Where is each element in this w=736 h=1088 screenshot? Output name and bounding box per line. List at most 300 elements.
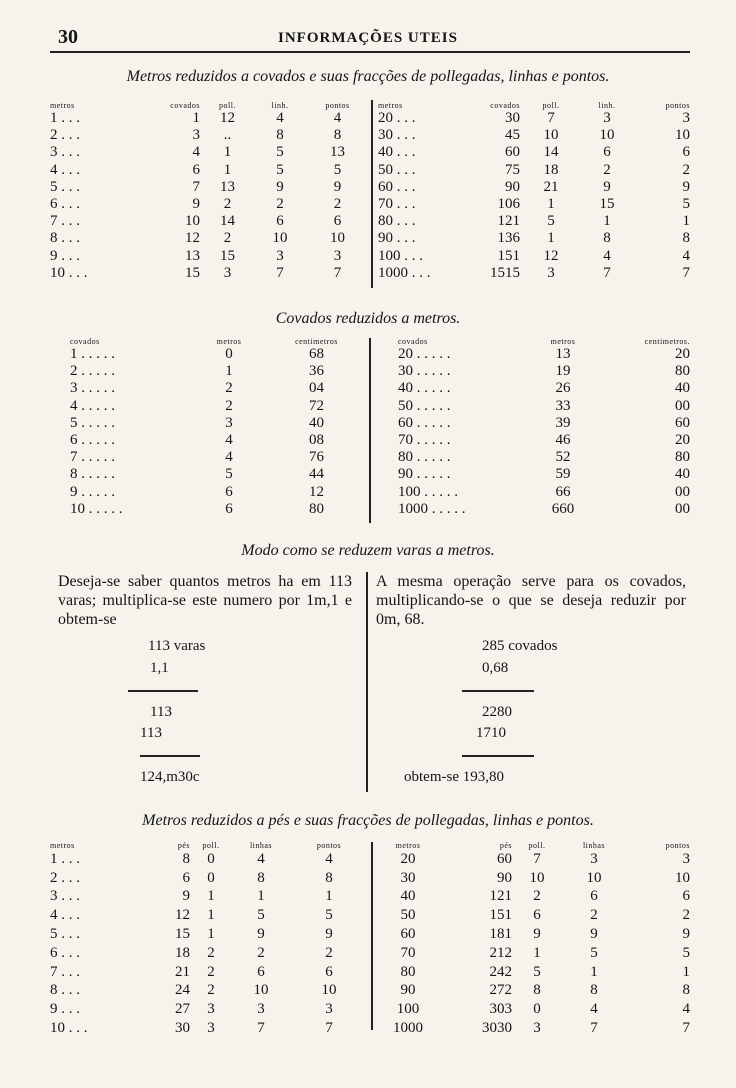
calc-rule: [140, 755, 200, 757]
table-cell: 75: [505, 161, 520, 178]
table-cell: 2: [207, 963, 215, 980]
table-cell: 10 . . .: [50, 1020, 88, 1037]
table-cell: 1 . . . . .: [70, 346, 115, 363]
table-cell: 4: [603, 247, 611, 264]
table-cell: 40: [675, 380, 690, 397]
table-cell: 212: [489, 944, 512, 961]
table-cell: 1: [682, 213, 690, 230]
table-cell: 5 . . . . .: [70, 414, 115, 431]
table-cell: 4 . . . . .: [70, 397, 115, 414]
column-header: covados: [70, 336, 100, 346]
calc-line: 113: [140, 725, 162, 741]
table-cell: 45: [505, 127, 520, 144]
table-cell: 60 . . .: [378, 178, 416, 195]
table-cell: 90 . . . . .: [398, 466, 451, 483]
table-cell: 5: [257, 907, 265, 924]
table-cell: 0: [207, 869, 215, 886]
table-row: [50, 888, 368, 907]
table-cell: 80: [400, 963, 416, 980]
table-cell: 9: [257, 926, 265, 943]
table-cell: 20: [675, 346, 690, 363]
table-cell: 12: [175, 907, 190, 924]
calc-rule: [462, 690, 534, 692]
table-cell: 1: [590, 963, 598, 980]
column-header: linh.: [598, 100, 616, 110]
table-row: [398, 380, 690, 397]
table-cell: 2: [223, 230, 232, 247]
column-header: pontos: [325, 100, 350, 110]
table-row: [398, 363, 690, 380]
table-row: [378, 1000, 690, 1019]
table-row: [378, 230, 690, 247]
table-row: [378, 888, 690, 907]
table-cell: 5: [333, 161, 342, 178]
table-cell: 1: [192, 110, 200, 127]
table-cell: 15: [185, 264, 200, 281]
calc-result: 124,m30c: [140, 769, 200, 785]
table-row: [70, 484, 365, 501]
table-cell: 33: [555, 397, 571, 414]
column-header: poll.: [542, 100, 560, 110]
table-cell: 7 . . .: [50, 963, 80, 980]
calc-line: 2280: [482, 704, 512, 720]
table-cell: 14: [220, 213, 235, 230]
table-row: [378, 144, 690, 161]
table-row: [398, 415, 690, 432]
table-cell: 2: [225, 380, 233, 397]
table-cell: 100 . . . . .: [398, 483, 458, 500]
table-row: [50, 850, 368, 869]
table-cell: 2: [225, 397, 233, 414]
table-cell: 90: [400, 982, 416, 999]
table-cell: 7: [257, 1020, 265, 1037]
table-cell: 151: [497, 247, 520, 264]
table-cell: 20: [675, 432, 690, 449]
calc-line: 0,68: [482, 660, 509, 676]
table-cell: 3: [547, 264, 555, 281]
table-cell: 1: [223, 144, 232, 161]
table-row: [378, 248, 690, 265]
table-row: [378, 110, 690, 127]
table-cell: 04: [309, 380, 324, 397]
table-cell: 4: [590, 1001, 598, 1018]
table-cell: 40 . . . . .: [398, 380, 451, 397]
table-cell: 2: [333, 196, 342, 213]
table-cell: 4: [192, 144, 200, 161]
table-cell: 10: [185, 213, 200, 230]
table-row: [50, 906, 368, 925]
table-cell: 121: [489, 888, 512, 905]
calc-line: 1,1: [150, 660, 169, 676]
table-cell: 7: [682, 1020, 690, 1037]
table-cell: 30: [400, 869, 416, 886]
table-cell: 90 . . .: [378, 230, 416, 247]
table-cell: 151: [489, 907, 512, 924]
table-header-row: [398, 336, 690, 346]
table-cell: 4: [333, 110, 342, 127]
table-cell: 15: [220, 247, 235, 264]
table-cell: 6: [682, 144, 690, 161]
table-row: [50, 162, 370, 179]
table-row: [378, 179, 690, 196]
table2-right: [398, 336, 690, 518]
column-header: metros: [378, 100, 403, 110]
table-cell: 1000 . . .: [378, 264, 431, 281]
modo-divider: [366, 572, 368, 792]
table-cell: 4: [682, 1001, 690, 1018]
table-cell: 6: [325, 963, 333, 980]
table-cell: 9 . . . . .: [70, 483, 115, 500]
table-header-row: [70, 336, 365, 346]
table-header-row: [378, 840, 690, 850]
table-cell: 9: [682, 926, 690, 943]
table-cell: 303: [489, 1001, 512, 1018]
table-cell: 6: [192, 161, 200, 178]
column-header: metros: [395, 840, 421, 850]
table-cell: 10 . . .: [50, 264, 88, 281]
table-cell: 9: [682, 178, 690, 195]
table-cell: 1: [207, 926, 215, 943]
table-cell: 9 . . .: [50, 247, 80, 264]
table-cell: 24: [175, 982, 190, 999]
column-header: pés: [177, 840, 190, 850]
table-cell: 4: [257, 850, 265, 867]
table-cell: 08: [309, 432, 324, 449]
table-cell: 660: [551, 500, 575, 517]
table-cell: 6: [276, 213, 284, 230]
table-cell: 10: [675, 127, 690, 144]
table-cell: 3: [207, 1020, 215, 1037]
table-row: [378, 963, 690, 982]
table-row: [50, 179, 370, 196]
table-row: [50, 925, 368, 944]
table-cell: 8 . . .: [50, 230, 80, 247]
table-cell: 6: [590, 888, 598, 905]
table-cell: 4 . . .: [50, 161, 80, 178]
table-cell: 8 . . . . .: [70, 466, 115, 483]
table-row: [378, 906, 690, 925]
table-row: [50, 982, 368, 1001]
table-cell: 1: [547, 196, 555, 213]
table-cell: 1: [207, 907, 215, 924]
column-header: covados: [398, 336, 428, 346]
table-row: [50, 127, 370, 144]
table-cell: 8: [682, 982, 690, 999]
column-header: pés: [499, 840, 512, 850]
table-cell: 3 . . .: [50, 888, 80, 905]
table-row: [50, 1019, 368, 1038]
modo-right-text: A mesma operação serve para os covados, multiplicando-se o que se deseja reduzir por 0m, 68.: [376, 573, 686, 628]
column-header: linhas: [582, 840, 606, 850]
table-cell: 3: [223, 264, 232, 281]
table3-right: [378, 840, 690, 1038]
table-cell: 46: [555, 432, 571, 449]
table1-right: [378, 100, 690, 282]
table-cell: 272: [489, 982, 512, 999]
table-cell: 9: [192, 196, 200, 213]
table-cell: 76: [309, 449, 324, 466]
table-cell: 4: [225, 432, 233, 449]
table-cell: 12: [185, 230, 200, 247]
table-cell: 80 . . .: [378, 213, 416, 230]
table-cell: 8: [333, 127, 342, 144]
table-cell: 2: [207, 944, 215, 961]
table-cell: 3 . . .: [50, 144, 80, 161]
table1-divider: [371, 100, 373, 288]
table-cell: 5: [533, 963, 541, 980]
table-cell: 3: [603, 110, 611, 127]
calc-line: 285 covados: [482, 638, 558, 654]
table-cell: 100 . . .: [378, 247, 423, 264]
table-cell: 20 . . .: [378, 110, 416, 127]
table-cell: 2: [682, 907, 690, 924]
table-cell: 40: [675, 466, 690, 483]
column-header: metros: [216, 336, 242, 346]
column-header: pontos: [316, 840, 342, 850]
table-cell: 60: [400, 926, 416, 943]
table-cell: 12: [543, 247, 559, 264]
table-cell: 8: [325, 869, 333, 886]
table-cell: 2: [603, 161, 611, 178]
table-cell: 44: [309, 466, 324, 483]
table-cell: 40: [309, 414, 324, 431]
table-cell: 12: [220, 110, 235, 127]
table-cell: 3: [682, 850, 690, 867]
table-cell: 6: [603, 144, 611, 161]
table-cell: 106: [497, 196, 520, 213]
table-row: [50, 1000, 368, 1019]
table-row: [50, 869, 368, 888]
table-cell: 9: [603, 178, 611, 195]
table-cell: 4: [225, 449, 233, 466]
table-cell: 2 . . . . .: [70, 363, 115, 380]
table-cell: 2: [325, 944, 333, 961]
table-row: [398, 466, 690, 483]
table-cell: 136: [497, 230, 520, 247]
table-row: [378, 162, 690, 179]
table-cell: 1 . . .: [50, 110, 80, 127]
table-cell: 80 . . . . .: [398, 449, 451, 466]
table2-divider: [369, 338, 371, 523]
table-cell: 6 . . .: [50, 944, 80, 961]
table-cell: 5: [276, 144, 284, 161]
table-cell: 5: [682, 196, 690, 213]
table-cell: 10: [321, 982, 337, 999]
table-cell: 181: [489, 926, 512, 943]
column-header: metros: [550, 336, 576, 346]
table-cell: 1: [682, 963, 690, 980]
table-cell: 9: [333, 178, 342, 195]
table-row: [378, 869, 690, 888]
calc-line: 113: [150, 704, 172, 720]
table3-left: [50, 840, 368, 1038]
table-cell: 4: [276, 110, 284, 127]
table-cell: 7: [276, 264, 284, 281]
table-cell: 8 . . .: [50, 982, 80, 999]
table-cell: 7 . . .: [50, 213, 80, 230]
table-cell: 2: [276, 196, 284, 213]
table-row: [70, 432, 365, 449]
table-cell: 0: [533, 1001, 541, 1018]
table-cell: 13: [220, 178, 235, 195]
table-cell: 10 . . . . .: [70, 500, 123, 517]
table-cell: 2: [533, 888, 541, 905]
table-cell: 00: [675, 483, 690, 500]
table-cell: 10: [599, 127, 615, 144]
column-header: poll.: [528, 840, 546, 850]
table-cell: 3: [257, 1001, 265, 1018]
table-row: [50, 110, 370, 127]
table-row: [378, 127, 690, 144]
table-cell: 6: [182, 869, 190, 886]
table-cell: 60: [675, 414, 690, 431]
table-cell: 9: [325, 926, 333, 943]
table-cell: 4: [325, 850, 333, 867]
table-cell: 80: [675, 449, 690, 466]
table-row: [50, 944, 368, 963]
table-cell: 7: [333, 264, 342, 281]
table-cell: 8: [182, 850, 190, 867]
table-cell: 2: [682, 161, 690, 178]
column-header: poll.: [219, 100, 236, 110]
table-cell: 5: [547, 213, 555, 230]
table-cell: 40: [400, 888, 416, 905]
table-row: [398, 501, 690, 518]
table-cell: 1: [547, 230, 555, 247]
table-cell: 7: [603, 264, 611, 281]
table-cell: 7: [682, 264, 690, 281]
table-row: [378, 213, 690, 230]
table-row: [70, 466, 365, 483]
running-title: INFORMAÇÕES UTEIS: [278, 30, 458, 46]
modo-title: Modo como se reduzem varas a metros.: [241, 542, 495, 559]
column-header: centimetros.: [644, 336, 690, 346]
table-row: [70, 449, 365, 466]
table1-left: [50, 100, 370, 282]
table-cell: 9 . . .: [50, 1001, 80, 1018]
table-row: [378, 1019, 690, 1038]
table-row: [50, 230, 370, 247]
table-cell: 9: [182, 888, 190, 905]
table-row: [70, 501, 365, 518]
table-cell: 10: [675, 869, 690, 886]
table-cell: 5 . . .: [50, 926, 80, 943]
table-cell: 30 . . . . .: [398, 363, 451, 380]
table2-left: [70, 336, 365, 518]
table-cell: 6: [257, 963, 265, 980]
table-cell: 6 . . . . .: [70, 432, 115, 449]
table-header-row: [50, 100, 370, 110]
table-cell: 18: [543, 161, 559, 178]
table-cell: 8: [257, 869, 265, 886]
table-row: [50, 248, 370, 265]
table-cell: 20 . . . . .: [398, 346, 451, 363]
table-row: [398, 346, 690, 363]
table-cell: 12: [309, 483, 324, 500]
table-row: [70, 380, 365, 397]
table-row: [70, 398, 365, 415]
table-cell: 100: [396, 1001, 420, 1018]
table-cell: 8: [590, 982, 598, 999]
table-cell: 6: [682, 888, 690, 905]
table-cell: 70 . . . . .: [398, 432, 451, 449]
table-row: [398, 484, 690, 501]
table-cell: 50 . . . . .: [398, 397, 451, 414]
table-cell: 39: [555, 414, 571, 431]
table-cell: 1000 . . . . .: [398, 500, 466, 517]
table2-title: Covados reduzidos a metros.: [275, 310, 461, 327]
table-row: [378, 265, 690, 282]
table-cell: 3: [333, 247, 342, 264]
table-cell: 30: [505, 110, 520, 127]
table-row: [378, 196, 690, 213]
table-cell: 6: [225, 483, 233, 500]
table-cell: 66: [555, 483, 571, 500]
table-cell: 13: [330, 144, 345, 161]
modo-left-text: Deseja-se saber quantos metros ha em 113 varas; multiplica-se este numero por 1m,1 e obtem-se: [58, 573, 352, 628]
table-cell: 3 . . . . .: [70, 380, 115, 397]
column-header: pontos: [665, 840, 690, 850]
column-header: linhas: [249, 840, 273, 850]
table-cell: 3: [276, 247, 284, 264]
table-cell: 10: [330, 230, 345, 247]
table-cell: 6: [533, 907, 541, 924]
table-cell: 10: [253, 982, 269, 999]
table-cell: 1: [325, 888, 333, 905]
table-cell: 60 . . . . .: [398, 414, 451, 431]
table-cell: 3: [533, 1020, 541, 1037]
table1-title: Metros reduzidos a covados e suas fracções de pollegadas, linhas e pontos.: [126, 68, 610, 85]
table-cell: 7 . . . . .: [70, 449, 115, 466]
table-cell: 2: [223, 196, 232, 213]
table-cell: 50: [400, 907, 416, 924]
table-cell: 21: [175, 963, 190, 980]
table-cell: 121: [497, 213, 520, 230]
table-cell: 4 . . .: [50, 907, 80, 924]
table-cell: 7: [325, 1020, 333, 1037]
table-row: [70, 346, 365, 363]
table-cell: 80: [309, 500, 324, 517]
table-cell: 3: [325, 1001, 333, 1018]
table-row: [50, 265, 370, 282]
table-cell: 60: [497, 850, 512, 867]
table-cell: 242: [489, 963, 512, 980]
calc-rule: [462, 755, 534, 757]
table-cell: 20: [400, 850, 416, 867]
table-cell: 0: [207, 850, 215, 867]
table-row: [50, 196, 370, 213]
table-cell: 1: [207, 888, 215, 905]
table-cell: 6 . . .: [50, 196, 80, 213]
table-cell: 6: [225, 500, 233, 517]
table-cell: 68: [309, 346, 324, 363]
table-cell: 5: [682, 944, 690, 961]
calc-line: 1710: [476, 725, 506, 741]
table-cell: 9: [276, 178, 284, 195]
table-cell: 7: [590, 1020, 598, 1037]
table-cell: 13: [555, 346, 571, 363]
column-header: metros: [50, 100, 75, 110]
header-rule: [50, 51, 690, 53]
table-cell: 1 . . .: [50, 850, 80, 867]
table-row: [378, 925, 690, 944]
table-cell: 21: [543, 178, 559, 195]
table-cell: 3: [207, 1001, 215, 1018]
table-cell: 59: [555, 466, 571, 483]
table-cell: 1: [223, 161, 232, 178]
table3-title: Metros reduzidos a pés e suas fracções de pollegadas, linhas e pontos.: [142, 812, 594, 829]
table-cell: 00: [675, 397, 690, 414]
